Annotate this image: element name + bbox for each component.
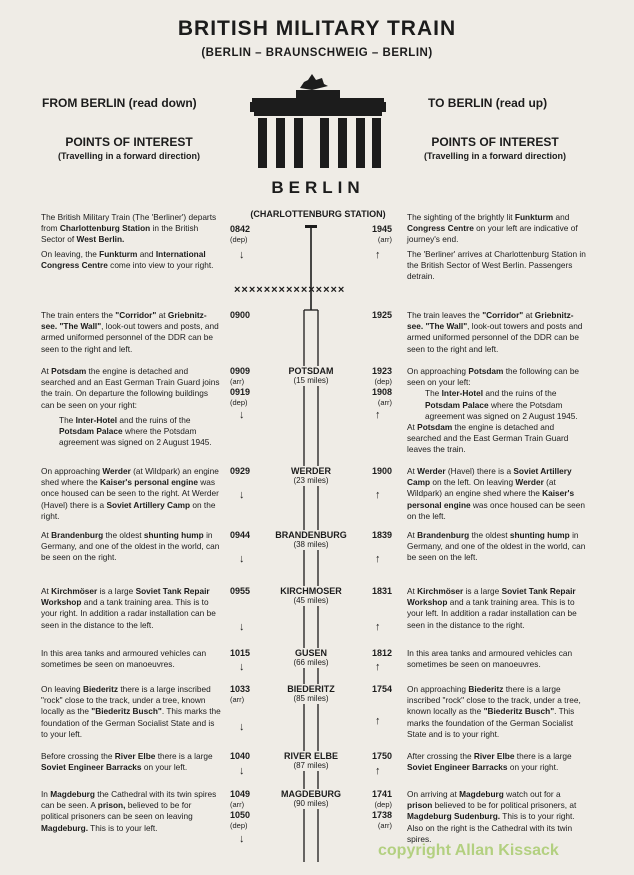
werder-up-time: 1900 bbox=[371, 466, 392, 476]
berlin-label: BERLIN bbox=[271, 178, 365, 197]
poi-elbe-down: Before crossing the River Elbe there is a large Soviet Engineer Barracks on your left. bbox=[41, 751, 213, 773]
poi-heading-right: POINTS OF INTEREST bbox=[431, 135, 559, 149]
poi-subheading-right: (Travelling in a forward direction) bbox=[423, 151, 567, 161]
poi-potsdam-down: At Potsdam the engine is detached and searched and an East German Train Guard joins the train. On departure the following buildings can be seen on your right: The Inter-Hotel and the ruins of the Potsdam Palace where the Potsdam agreement was signed on 2 August 1945. bbox=[41, 366, 220, 448]
station-biederitz: BIEDERITZ (85 miles) bbox=[262, 684, 360, 704]
down-arrow-icon: ↓ bbox=[239, 833, 245, 845]
up-arrow-icon: ↑ bbox=[375, 715, 381, 727]
copyright-watermark: copyright Allan Kissack bbox=[378, 842, 559, 859]
kirchmoser-down-time: 0955 bbox=[230, 586, 251, 596]
down-arrow-icon: ↓ bbox=[239, 721, 245, 733]
station-brandenburg: BRANDENBURG (38 miles) bbox=[262, 530, 360, 550]
charlottenburg-station-label: (CHARLOTTENBURG STATION) bbox=[250, 209, 386, 219]
magdeburg-down-times: 1049 (arr) 1050 (dep) bbox=[230, 789, 251, 830]
up-arrow-icon: ↑ bbox=[375, 409, 381, 421]
elbe-up-time: 1750 bbox=[371, 751, 392, 761]
poi-corridor-up: The train leaves the "Corridor" at Griebnitz-see. "The Wall", look-out towers and posts and armed uniformed personnel of the DDR can be seen to the right and left. bbox=[407, 310, 583, 354]
corridor-up-time: 1925 bbox=[371, 310, 392, 320]
poi-charlottenburg-up: The sighting of the brightly lit Funkturm and Congress Centre on your left are indicative of journey's end. The 'Berliner' arrives at Charlottenburg Station in the British Sector of West Berlin. Passengers detrain. bbox=[407, 212, 586, 282]
down-arrow-icon: ↓ bbox=[239, 553, 245, 565]
kirchmoser-up-time: 1831 bbox=[371, 586, 392, 596]
up-arrow-icon: ↑ bbox=[375, 765, 381, 777]
border-crossing-marks: ××××××××××××××× bbox=[234, 284, 346, 296]
poi-gusen-up: In this area tanks and armoured vehicles can sometimes be seen on manoeuvres. bbox=[407, 648, 573, 670]
brandenburg-down-time: 0944 bbox=[230, 530, 251, 540]
down-arrow-icon: ↓ bbox=[239, 621, 245, 633]
potsdam-down-times: 0909 (arr) 0919 (dep) bbox=[230, 366, 251, 407]
poi-brandenburg-down: At Brandenburg the oldest shunting hump in Germany, and one of the oldest in the world, can be seen on the right. bbox=[41, 530, 220, 563]
gusen-up-time: 1812 bbox=[371, 648, 392, 658]
poi-charlottenburg-down: The British Military Train (The 'Berliner') departs from Charlottenburg Station in the British Sector of West Berlin. On leaving, the Funkturm and International Congress Centre come into view to your right. bbox=[41, 212, 217, 270]
poi-subheading-left: (Travelling in a forward direction) bbox=[57, 151, 201, 161]
charlottenburg-arr-time: 1945 (arr) bbox=[371, 224, 392, 244]
charlottenburg-dep-time: 0842 (dep) bbox=[230, 224, 251, 244]
magdeburg-up-times: 1741 (dep) 1738 (arr) bbox=[371, 789, 392, 830]
down-arrow-icon: ↓ bbox=[239, 489, 245, 501]
brandenburg-up-time: 1839 bbox=[371, 530, 392, 540]
station-river-elbe: RIVER ELBE (87 miles) bbox=[262, 751, 360, 771]
station-werder: WERDER (23 miles) bbox=[262, 466, 360, 486]
route-subtitle: (BERLIN – BRAUNSCHWEIG – BERLIN) bbox=[201, 47, 433, 59]
biederitz-up-time: 1754 bbox=[371, 684, 392, 694]
poi-magdeburg-up: On arriving at Magdeburg watch out for a prison believed to be for political prisoners, at Magdeburg Sudenburg. This is to your right. Also on the right is the Cathedral with its twin spires. bbox=[407, 789, 577, 844]
down-arrow-icon: ↓ bbox=[239, 765, 245, 777]
up-arrow-icon: ↑ bbox=[375, 249, 381, 261]
poi-kirchmoser-down: At Kirchmöser is a large Soviet Tank Repair Workshop and a tank training area. This is to your right. In addition a radar installation can be seen in the distance to the left. bbox=[41, 586, 216, 630]
down-arrow-icon: ↓ bbox=[239, 249, 245, 261]
page-title: BRITISH MILITARY TRAIN bbox=[177, 17, 457, 40]
poi-brandenburg-up: At Brandenburg the oldest shunting hump in Germany, and one of the oldest in the world, can be seen on the left. bbox=[407, 530, 586, 563]
poi-magdeburg-down: In Magdeburg the Cathedral with its twin spires can be seen. A prison, believed to be for political prisoners can be seen on leaving Magdeburg. This is to your left. bbox=[41, 789, 217, 833]
station-magdeburg: MAGDEBURG (90 miles) bbox=[262, 789, 360, 809]
up-arrow-icon: ↑ bbox=[375, 553, 381, 565]
poi-kirchmoser-up: At Kirchmöser is a large Soviet Tank Repair Workshop and a tank training area. This is to your left. In addition a radar installation can be seen in the distance to the right. bbox=[407, 586, 577, 630]
potsdam-up-times: 1923 (dep) 1908 (arr) bbox=[371, 366, 392, 407]
poi-biederitz-up: On approaching Biederitz there is a large inscribed "rock" close to the track, under a tree, known locally as the "Biederitz Busch". This marks the foundation of the German Socialist State and is to your right. bbox=[407, 684, 581, 739]
up-arrow-icon: ↑ bbox=[375, 621, 381, 633]
poi-corridor-down: The train enters the "Corridor" at Griebnitz-see. "The Wall", look-out towers and posts, and armed uniformed personnel of the DDR can be seen to the right and left. bbox=[41, 310, 219, 354]
werder-down-time: 0929 bbox=[230, 466, 251, 476]
to-berlin-heading: TO BERLIN (read up) bbox=[428, 96, 548, 110]
poi-heading-left: POINTS OF INTEREST bbox=[65, 135, 193, 149]
poi-werder-down: On approaching Werder (at Wildpark) an engine shed where the Kaiser's personal engine was once housed can be seen to the right. At Werder (Havel) there is a Soviet Artillery Camp on the right. bbox=[41, 466, 219, 521]
biederitz-down-time: 1033 (arr) bbox=[230, 684, 251, 704]
up-arrow-icon: ↑ bbox=[375, 489, 381, 501]
brandenburg-gate-icon bbox=[250, 72, 386, 172]
down-arrow-icon: ↓ bbox=[239, 661, 245, 673]
gusen-down-time: 1015 bbox=[230, 648, 251, 658]
corridor-down-time: 0900 bbox=[230, 310, 251, 320]
station-potsdam: POTSDAM (15 miles) bbox=[262, 366, 360, 386]
poi-biederitz-down: On leaving Biederitz there is a large inscribed "rock" close to the track, under a tree, known locally as the "Biederitz Busch". This marks the foundation of the German Socialist State and is to your left. bbox=[41, 684, 221, 739]
up-arrow-icon: ↑ bbox=[375, 661, 381, 673]
down-arrow-icon: ↓ bbox=[239, 409, 245, 421]
station-gusen: GUSEN (66 miles) bbox=[262, 648, 360, 668]
poi-potsdam-up: On approaching Potsdam the following can be seen on your left: The Inter-Hotel and the ruins of the Potsdam Palace where the Potsdam agreement was signed on 2 August 1945. At Potsdam the engine is detached and searched and the East German Train Guard leaves the train. bbox=[407, 366, 580, 455]
poi-gusen-down: In this area tanks and armoured vehicles can sometimes be seen on manoeuvres. bbox=[41, 648, 207, 670]
poi-werder-up: At Werder (Havel) there is a Soviet Artillery Camp on the left. On leaving Werder (at Wildpark) an engine shed where the Kaiser's personal engine was once housed can be seen on the left. bbox=[407, 466, 586, 521]
station-kirchmoser: KIRCHMOSER (45 miles) bbox=[262, 586, 360, 606]
from-berlin-heading: FROM BERLIN (read down) bbox=[42, 96, 197, 110]
poi-elbe-up: After crossing the River Elbe there is a large Soviet Engineer Barracks on your right. bbox=[407, 751, 572, 773]
elbe-down-time: 1040 bbox=[230, 751, 251, 761]
